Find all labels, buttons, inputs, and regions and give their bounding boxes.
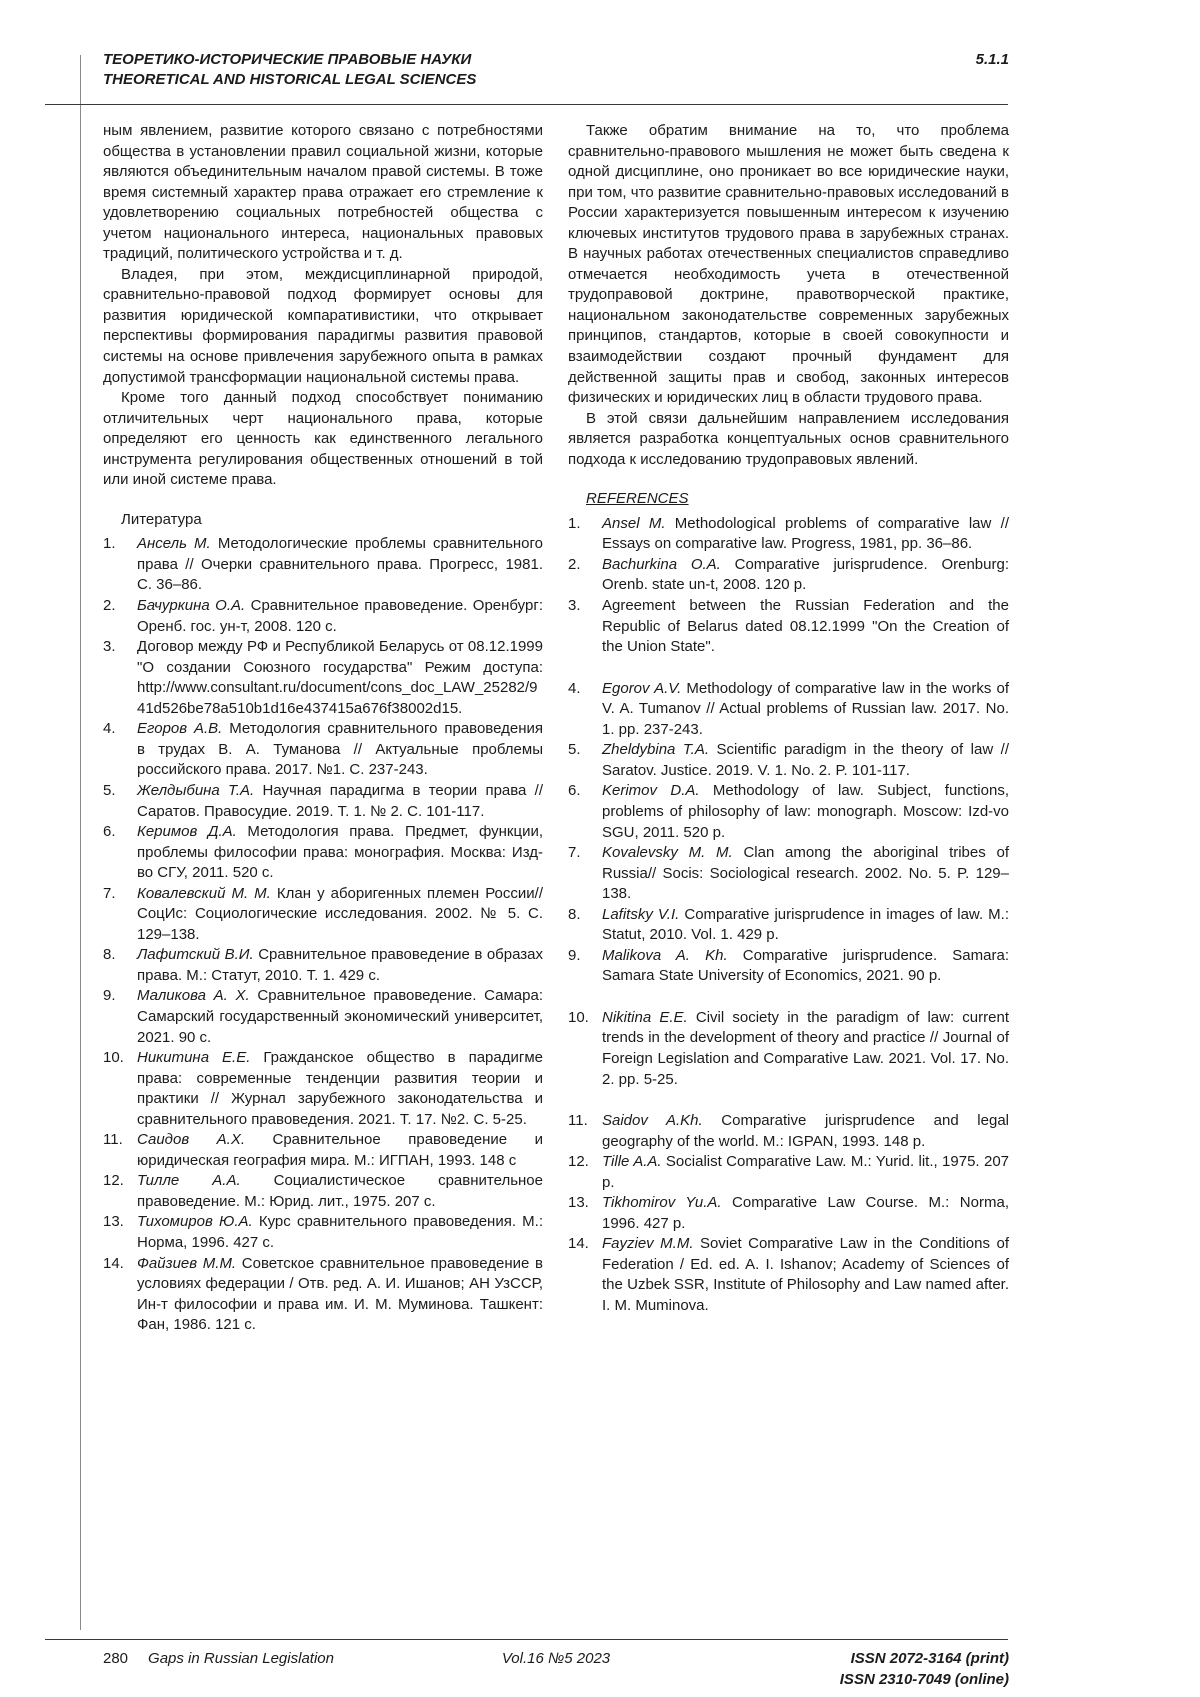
reference-item (568, 596, 1009, 658)
reference-item (103, 1212, 543, 1253)
reference-text: Ковалевский М. М. Клан у аборигенных племен России// СоцИс: Социологические исследования. 2002. № 5. С. 129–138. (137, 884, 543, 943)
reference-number: 7. (568, 844, 581, 862)
reference-item (568, 1193, 1009, 1234)
reference-item (103, 1130, 543, 1171)
reference-author: Lafitsky V.I. (602, 905, 680, 923)
reference-number: 14. (103, 1254, 124, 1272)
reference-number: 6. (103, 823, 116, 841)
reference-author: Бачуркина О.А. (137, 597, 246, 615)
reference-text: Nikitina E.E. Civil society in the paradigm of law: current trends in the development of theory and practice // Journal of Foreign Legislation and Comparative Law. 2021. Vol. 17. No. 2. pp. 5-25. (602, 1008, 1009, 1088)
reference-number: 9. (103, 987, 116, 1005)
left-column (103, 121, 543, 1336)
reference-number: 13. (568, 1194, 589, 1212)
literature-list (103, 534, 543, 1335)
page-number: 280 (103, 1650, 129, 1667)
reference-text: Bachurkina O.A. Comparative jurisprudence. Orenburg: Orenb. state un-t, 2008. 120 p. (602, 555, 1009, 594)
reference-item (568, 740, 1009, 781)
reference-number: 1. (568, 514, 581, 532)
reference-author: Егоров А.В. (137, 720, 223, 738)
section-title-en: THEORETICAL AND HISTORICAL LEGAL SCIENCES (103, 71, 477, 89)
reference-text: Tikhomirov Yu.A. Comparative Law Course. M.: Norma, 1996. 427 p. (602, 1194, 1009, 1232)
footer-left (103, 1648, 405, 1669)
reference-number: 13. (103, 1213, 124, 1231)
reference-text: Malikova A. Kh. Comparative jurisprudence. Samara: Samara State University of Economics, 2021. 90 p. (602, 946, 1009, 985)
reference-text: Тихомиров Ю.А. Курс сравнительного правоведения. М.: Норма, 1996. 427 с. (137, 1213, 543, 1251)
reference-author: Желдыбина Т.А. (137, 781, 255, 799)
reference-text: Ансель М. Методологические проблемы сравнительного права // Очерки сравнительного права. Прогресс, 1981. С. 36–86. (137, 535, 544, 594)
reference-number: 6. (568, 782, 581, 800)
reference-item (568, 679, 1009, 741)
left-margin-rule (80, 55, 81, 1630)
reference-text: Лафитский В.И. Сравнительное правоведение в образах права. М.: Статут, 2010. Т. 1. 429 с. (137, 946, 543, 984)
literature-heading: Литература (121, 510, 202, 528)
reference-number: 8. (568, 905, 581, 923)
reference-item (568, 1234, 1009, 1316)
reference-number: 7. (103, 884, 116, 902)
reference-author: Tille A.A. (602, 1153, 662, 1171)
reference-number: 11. (568, 1112, 588, 1130)
paragraph: В этой связи дальнейшим направлением исследования является разработка концептуальных основ сравнительного подхода к исследованию трудоправовых явлений. (568, 409, 1009, 468)
paragraph: Кроме того данный подход способствует пониманию отличительных черт национального права, которые определяют его ценность как единственного легального инструмента регулирования общественных отношений в той или иной системе права. (103, 389, 543, 489)
reference-author: Zheldybina T.A. (602, 741, 709, 759)
reference-text: Ansel M. Methodological problems of comparative law // Essays on comparative law. Progress, 1981, pp. 36–86. (602, 514, 1009, 553)
reference-author: Saidov A.Kh. (602, 1112, 703, 1130)
references-list (568, 514, 1009, 1317)
reference-author: Ansel M. (602, 514, 666, 532)
reference-author: Ковалевский М. М. (137, 884, 271, 902)
reference-number: 11. (103, 1131, 123, 1149)
reference-item (103, 781, 543, 822)
reference-text: Saidov A.Kh. Comparative jurisprudence and legal geography of the world. M.: IGPAN, 1993. 148 p. (602, 1112, 1009, 1150)
reference-author: Tikhomirov Yu.A. (602, 1194, 722, 1212)
reference-text: Договор между РФ и Республикой Беларусь от 08.12.1999 "О создании Союзного государства" Режим доступа: http://www.consultant.ru/document/cons_doc_LAW_25282/941d526be78a510b1d16e437415a676f38002d15. (137, 638, 543, 717)
reference-text: Kovalevsky M. M. Clan among the aboriginal tribes of Russia// Socis: Sociological research. 2002. No. 5. P. 129–138. (602, 844, 1010, 903)
reference-number: 8. (103, 946, 116, 964)
reference-item (568, 843, 1009, 905)
reference-text: Керимов Д.А. Методология права. Предмет, функции, проблемы философии права: монография. Москва: Изд-во СГУ, 2011. 520 с. (137, 823, 543, 882)
reference-item (103, 986, 543, 1048)
reference-author: Fayziev M.M. (602, 1235, 694, 1253)
reference-number: 5. (568, 741, 581, 759)
reference-text: Egorov A.V. Methodology of comparative law in the works of V. A. Tumanov // Actual problems of Russian law. 2017. No. 1. pp. 237-243. (602, 679, 1009, 738)
issn-online: ISSN 2310-7049 (online) (839, 1671, 1009, 1688)
reference-item (568, 555, 1009, 596)
reference-text: Маликова А. Х. Сравнительное правоведение. Самара: Самарский государственный экономический университет, 2021. 90 с. (137, 987, 543, 1046)
reference-item (568, 1111, 1009, 1152)
reference-number: 14. (568, 1235, 589, 1253)
issn-block (707, 1648, 1009, 1690)
reference-item (103, 596, 543, 637)
reference-item (103, 719, 543, 781)
article-body (103, 121, 1009, 1336)
reference-text: Тилле А.А. Социалистическое сравнительное правоведение. М.: Юрид. лит., 1975. 207 с. (137, 1172, 543, 1210)
reference-number: 10. (103, 1049, 124, 1067)
reference-author: Ансель М. (137, 535, 211, 553)
section-title-ru: ТЕОРЕТИКО-ИСТОРИЧЕСКИЕ ПРАВОВЫЕ НАУКИ (103, 51, 472, 68)
footer-divider (45, 1639, 1008, 1640)
reference-author: Никитина Е.Е. (137, 1049, 251, 1067)
reference-item (103, 1171, 543, 1212)
reference-text: Kerimov D.A. Methodology of law. Subject, functions, problems of philosophy of law: monograph. Moscow: Izd-vo SGU, 2011. 520 p. (602, 782, 1009, 841)
reference-number: 10. (568, 1008, 589, 1026)
reference-number: 2. (568, 555, 581, 573)
reference-author: Лафитский В.И. (137, 946, 254, 964)
reference-item (103, 1254, 543, 1336)
reference-number: 3. (103, 638, 116, 656)
reference-author: Nikitina E.E. (602, 1008, 688, 1026)
reference-number: 2. (103, 597, 116, 615)
right-column (568, 121, 1009, 1336)
reference-text: Бачуркина О.А. Сравнительное правоведение. Оренбург: Оренб. гос. ун-т, 2008. 120 с. (137, 597, 543, 635)
reference-number: 12. (103, 1172, 124, 1190)
reference-author: Маликова А. Х. (137, 987, 250, 1005)
references-heading: REFERENCES (586, 490, 689, 508)
reference-item (103, 637, 543, 719)
reference-author: Тихомиров Ю.А. (137, 1213, 253, 1231)
reference-author: Kovalevsky M. M. (602, 844, 733, 862)
reference-text: Файзиев М.М. Советское сравнительное правоведение в условиях федерации / Отв. ред. А. И. Ишанов; АН УзССР, Ин-т философии и права им. И. М. Муминова. Ташкент: Фан, 1986. 121 с. (137, 1254, 543, 1334)
reference-author: Kerimov D.A. (602, 782, 700, 800)
reference-item (103, 1048, 543, 1130)
reference-text: Lafitsky V.I. Comparative jurisprudence in images of law. M.: Statut, 2010. Vol. 1. 429 p. (602, 905, 1009, 944)
reference-number: 1. (103, 535, 116, 553)
reference-text: Саидов А.Х. Сравнительное правоведение и юридическая география мира. М.: ИГПАН, 1993. 148 с (137, 1131, 543, 1169)
reference-author: Bachurkina O.A. (602, 555, 721, 573)
reference-number: 4. (103, 720, 116, 738)
section-code: 5.1.1 (975, 51, 1009, 68)
reference-author: Malikova A. Kh. (602, 946, 728, 964)
reference-number: 3. (568, 597, 581, 615)
reference-author: Файзиев М.М. (137, 1254, 237, 1272)
issn-print: ISSN 2072-3164 (print) (850, 1650, 1009, 1667)
reference-item (568, 514, 1009, 555)
reference-number: 12. (568, 1153, 589, 1171)
paragraph: Также обратим внимание на то, что проблема сравнительно-правового мышления не может быть сведена к одной дисциплине, оно проникает во все юридические науки, при том, что развитие сравнительно-правовых исследований в России характеризуется повышенным интересом к изучению ключевых институтов трудового права в зарубежных странах. В научных работах отечественных специалистов справедливо отмечается необходимость учета в отечественной трудоправовой доктрине, правотворческой практике, национальном законодательстве современных зарубежных принципов, стандартов, которые в своей совокупности и взаимодействии создают прочный фундамент для действенной защиты прав и свобод, законных интересов физических и юридических лиц в области трудового права. (568, 122, 1009, 407)
reference-text: Zheldybina T.A. Scientific paradigm in the theory of law // Saratov. Justice. 2019. V. 1. No. 2. P. 101-117. (602, 741, 1009, 779)
reference-author: Керимов Д.А. (137, 823, 237, 841)
reference-number: 9. (568, 946, 581, 964)
reference-item (568, 1152, 1009, 1193)
reference-item (103, 534, 543, 596)
section-titles (103, 50, 476, 91)
reference-item (103, 884, 543, 946)
journal-title: Gaps in Russian Legislation (148, 1650, 334, 1667)
reference-text: Желдыбина Т.А. Научная парадигма в теории права // Саратов. Правосудие. 2019. Т. 1. № 2. С. 101-117. (137, 781, 543, 820)
reference-author: Egorov A.V. (602, 679, 682, 697)
reference-text: Tille A.A. Socialist Comparative Law. M.: Yurid. lit., 1975. 207 p. (602, 1153, 1010, 1191)
reference-number: 4. (568, 679, 581, 697)
reference-text: Fayziev M.M. Soviet Comparative Law in the Conditions of Federation / Ed. ed. A. I. Ishanov; Academy of Sciences of the Uzbek SSR, Institute of Philosophy and Law named after. I. M. Muminova. (602, 1235, 1009, 1314)
reference-item (568, 946, 1009, 987)
reference-text: Никитина Е.Е. Гражданское общество в парадигме права: современные тенденции развития теории и практики // Журнал зарубежного законодательства и сравнительного правоведения. 2021. Т. 17. №2. С. 5-25. (137, 1049, 543, 1128)
reference-text: Agreement between the Russian Federation and the Republic of Belarus dated 08.12.1999 "On the Creation of the Union State". (602, 597, 1009, 656)
reference-text: Егоров А.В. Методология сравнительного правоведения в трудах В. А. Туманова // Актуальные проблемы российского права. 2017. №1. С. 237-243. (137, 720, 543, 779)
reference-item (568, 905, 1009, 946)
page-footer (103, 1648, 1009, 1690)
reference-number: 5. (103, 781, 116, 799)
header-divider (45, 104, 1008, 105)
issue-info: Vol.16 №5 2023 (501, 1650, 611, 1667)
reference-author: Саидов А.Х. (137, 1131, 245, 1149)
paragraph: ным явлением, развитие которого связано с потребностями общества в установлении правил социальной жизни, которые являются объединительным началом правой системы. В тоже время системный характер права отражает его стремление к удовлетворению социальных потребностей общества с учетом национального интереса, национальных правовых традиций, политического устройства и т. д. (103, 122, 543, 263)
page-header (103, 50, 1009, 91)
paragraph: Владея, при этом, междисциплинарной природой, сравнительно-правовой подход формирует основы для развития юридической компаративистики, что открывает перспективы формирования парадигмы развития правовой системы на основе привлечения зарубежного опыта в рамках допустимой трансформации национальной системы права. (103, 265, 543, 386)
reference-author: Тилле А.А. (137, 1172, 241, 1190)
reference-item (568, 781, 1009, 843)
reference-item (103, 945, 543, 986)
reference-item (103, 822, 543, 884)
reference-item (568, 1008, 1009, 1090)
